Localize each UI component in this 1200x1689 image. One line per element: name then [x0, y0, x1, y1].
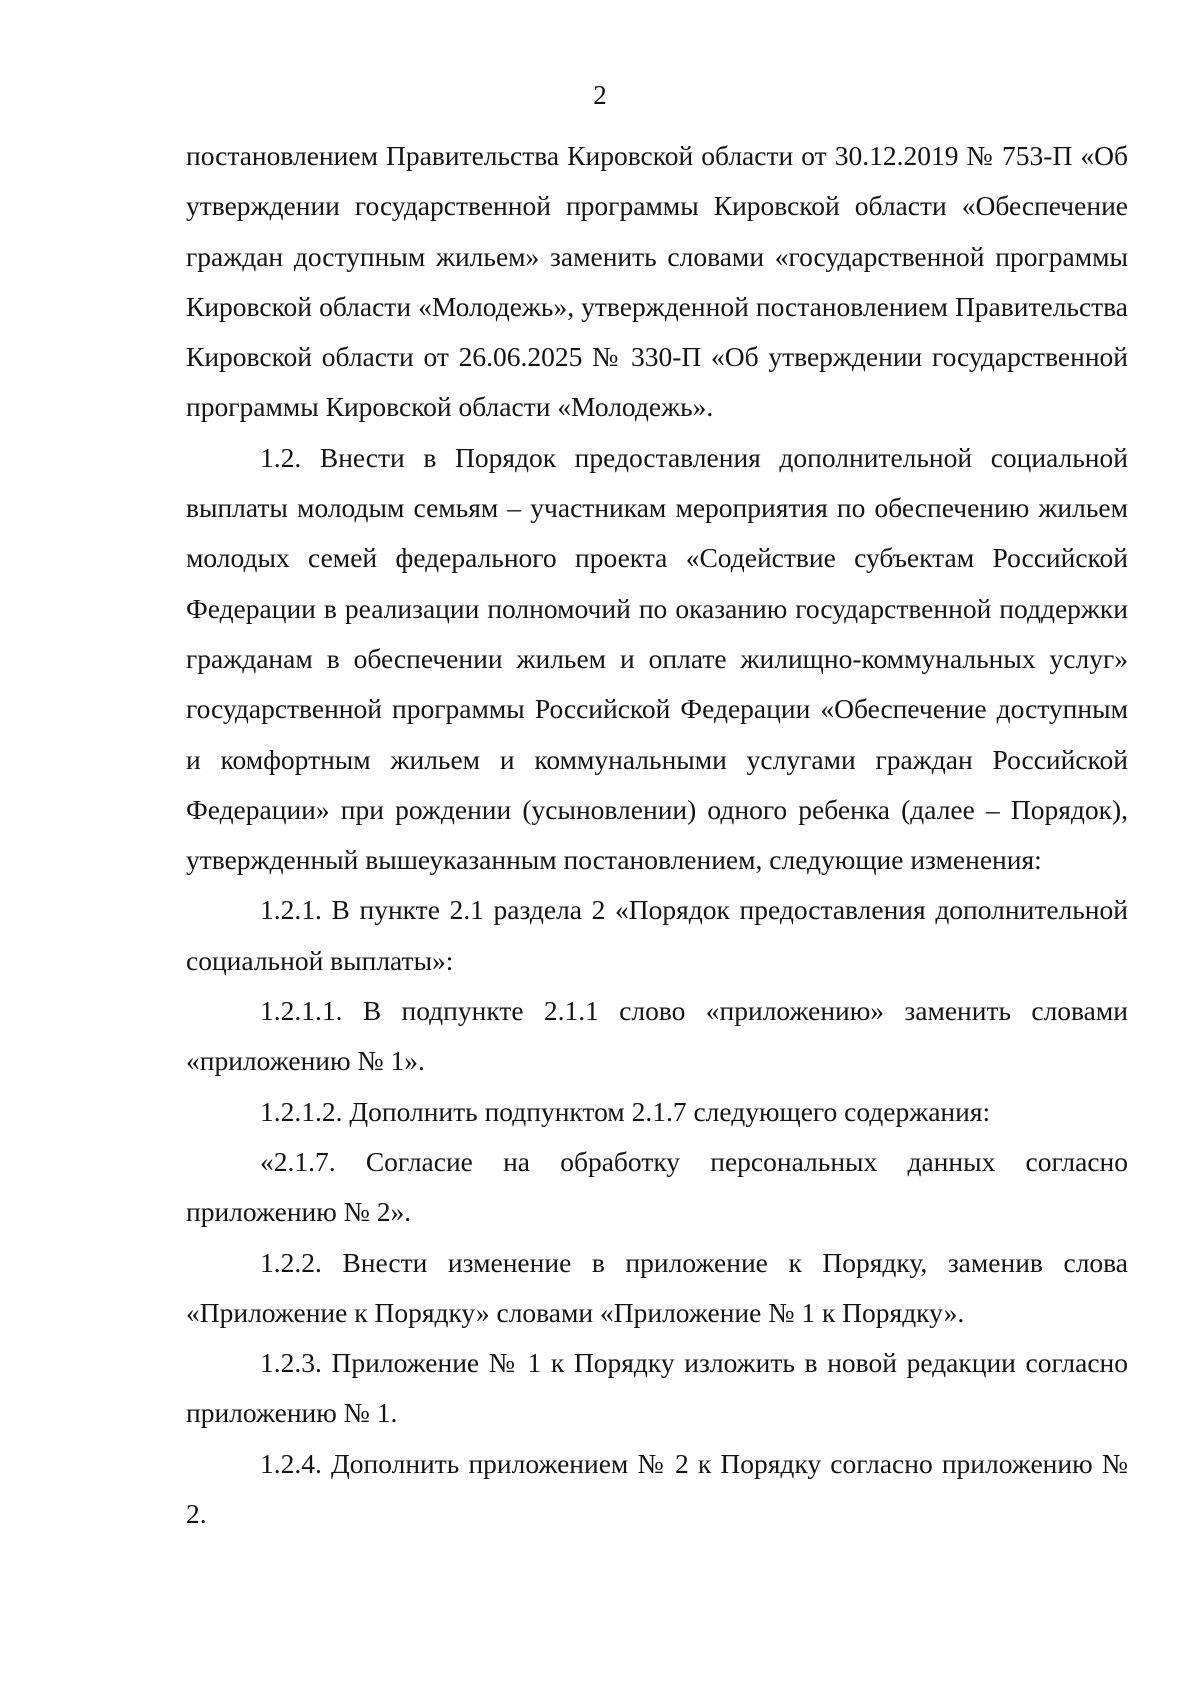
paragraph-1-2-1-1: 1.2.1.1. В подпункте 2.1.1 слово «приложению» заменить словами «приложению № 1». [186, 995, 1128, 1077]
page-number: 2 [593, 80, 607, 110]
paragraph-continuation: постановлением Правительства Кировской области от 30.12.2019 № 753-П «Об утверждении государственной программы Кировской области «Обеспечение граждан доступным жильем» заменить словами «государственной программы Кировской области «Молодежь», утвержденной постановлением Правительства Кировской области от 26.06.2025 № 330-П «Об утверждении государственной программы Кировской области «Молодежь». [186, 140, 1128, 423]
paragraph-1-2-4: 1.2.4. Дополнить приложением № 2 к Порядку согласно приложению № 2. [186, 1447, 1128, 1530]
paragraph-1-2: 1.2. Внести в Порядок предоставления дополнительной социальной выплаты молодым семьям – участникам мероприятия по обеспечению жильем молодых семей федерального проекта «Содействие субъектам Российской Федерации в реализации полномочий по оказанию государственной поддержки гражданам в обеспечении жильем и оплате жилищно-коммунальных услуг» государственной программы Российской Федерации «Обеспечение доступным и комфортным жильем и коммунальными услугами граждан Российской Федерации» при рождении (усыновлении) одного ребенка (далее – Порядок), утвержденный вышеуказанным постановлением, следующие изменения: [186, 441, 1128, 876]
paragraph-1-2-3: 1.2.3. Приложение № 1 к Порядку изложить в новой редакции согласно приложению № 1. [186, 1347, 1128, 1429]
paragraph-1-2-1-2: 1.2.1.2. Дополнить подпунктом 2.1.7 следующего содержания: [260, 1095, 991, 1127]
paragraph-1-2-2: 1.2.2. Внести изменение в приложение к Порядку, заменив слова «Приложение к Порядку» словами «Приложение № 1 к Порядку». [186, 1246, 1128, 1328]
paragraph-1-2-1: 1.2.1. В пункте 2.1 раздела 2 «Порядок предоставления дополнительной социальной выплаты»: [186, 894, 1128, 976]
paragraph-2-1-7-quote: «2.1.7. Согласие на обработку персональных данных согласно приложению № 2». [186, 1145, 1128, 1228]
document-body [186, 131, 1128, 1539]
